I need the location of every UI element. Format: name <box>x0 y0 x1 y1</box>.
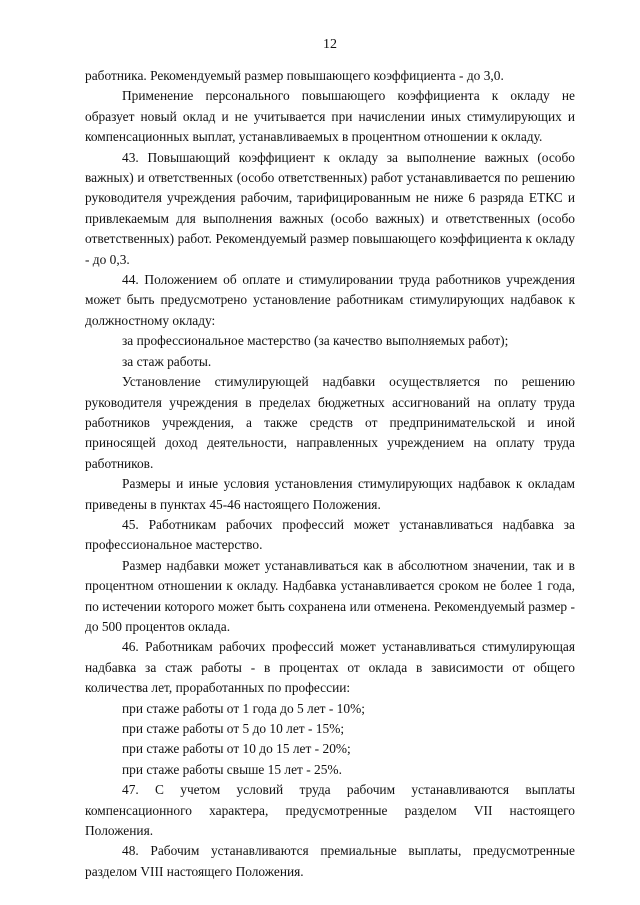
list-item-seniority-over-15: при стаже работы свыше 15 лет - 25%. <box>122 761 342 777</box>
paragraph-48: 48. Рабочим устанавливаются премиальные выплаты, предусмотренные разделом VIII настоящего Положения. <box>85 843 575 879</box>
paragraph-43: 43. Повышающий коэффициент к окладу за выполнение важных (особо важных) и ответственных (особо ответственных) работ устанавливается по решению руководителя учреждения рабочим, тарифицированным не ниже 6 разряда ЕТКС и привлекаемым для выполнения важных (особо важных) и ответственных (особо ответственных) работ. Рекомендуемый размер повышающего коэффициента к окладу - до 0,3. <box>85 149 575 267</box>
page-number: 12 <box>323 37 337 52</box>
paragraph-coefficient-application: Применение персонального повышающего коэффициента к окладу не образует новый оклад и не учитывается при начислении иных стимулирующих и компенсационных выплат, устанавливаемых в процентном отношении к окладу. <box>85 88 575 145</box>
list-item-seniority-5-10: при стаже работы от 5 до 10 лет - 15%; <box>122 721 345 736</box>
list-item-seniority-1-5: при стаже работы от 1 года до 5 лет - 10%; <box>122 700 365 716</box>
paragraph-bonus-size: Размер надбавки может устанавливаться как в абсолютном значении, так и в процентном отношении к окладу. Надбавка устанавливается сроком не более 1 года, по истечении которого может быть сохранена или отменена. Рекомендуемый размер - до 500 процентов оклада. <box>85 557 575 634</box>
paragraph-47: 47. С учетом условий труда рабочим устанавливаются выплаты компенсационного характера, предусмотренные разделом VII настоящего Положения. <box>85 782 575 839</box>
paragraph-bonus-establishment: Установление стимулирующей надбавки осуществляется по решению руководителя учреждения в пределах бюджетных ассигнований на оплату труда работников учреждения, а также средств от предпринимательской и иной приносящей доход деятельности, направленных учреждением на оплату труда работников. <box>85 374 575 471</box>
paragraph-continuation: работника. Рекомендуемый размер повышающего коэффициента - до 3,0. <box>85 68 504 83</box>
document-page <box>85 36 575 882</box>
paragraph-46: 46. Работникам рабочих профессий может устанавливаться стимулирующая надбавка за стаж работы - в процентах от оклада в зависимости от общего количества лет, проработанных по профессии: <box>85 639 575 696</box>
paragraph-44: 44. Положением об оплате и стимулировании труда работников учреждения может быть предусмотрено установление работникам стимулирующих надбавок к должностному окладу: <box>85 272 575 328</box>
paragraph-bonus-conditions: Размеры и иные условия установления стимулирующих надбавок к окладам приведены в пунктах 45-46 настоящего Положения. <box>85 476 575 512</box>
list-item-seniority-10-15: при стаже работы от 10 до 15 лет - 20%; <box>122 741 351 757</box>
paragraph-45: 45. Работникам рабочих профессий может устанавливаться надбавка за профессиональное мастерство. <box>85 516 575 553</box>
list-item-seniority: за стаж работы. <box>122 353 212 369</box>
list-item-mastery: за профессиональное мастерство (за качество выполняемых работ); <box>122 333 509 349</box>
